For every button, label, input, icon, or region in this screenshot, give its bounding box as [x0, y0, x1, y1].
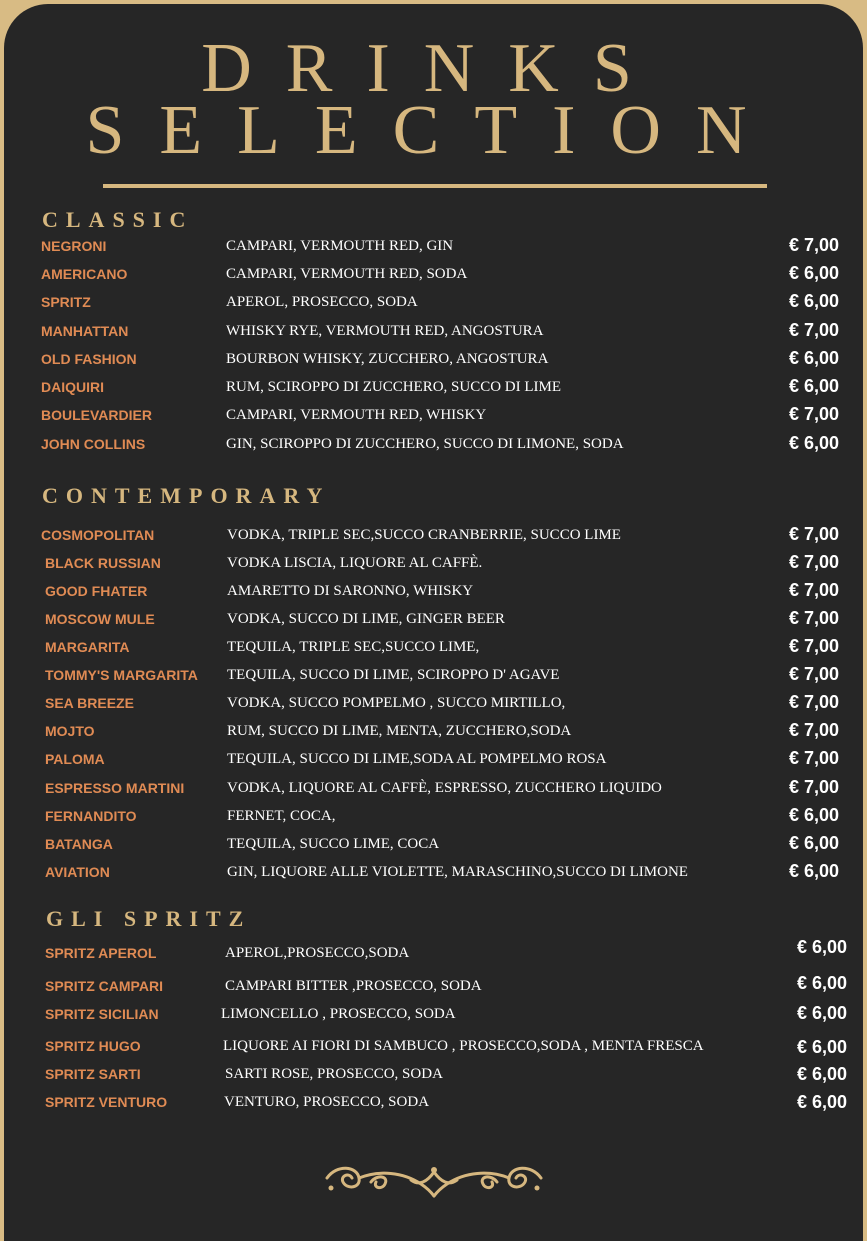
menu-item: [0, 554, 867, 576]
section-title-contemporary: CONTEMPORARY: [42, 483, 331, 508]
item-name: OLD FASHION: [41, 351, 137, 367]
item-name: BATANGA: [45, 836, 113, 852]
title-line-2: SELECTION: [85, 92, 782, 169]
title-line-1: DRINKS: [201, 30, 666, 107]
item-name: MANHATTAN: [41, 323, 129, 339]
menu-item: [0, 638, 867, 660]
menu-item: [0, 406, 867, 428]
item-name: SPRITZ APEROL: [45, 945, 157, 961]
item-price: € 7,00: [789, 636, 840, 656]
menu-item: [0, 863, 867, 885]
menu-item: [0, 610, 867, 632]
item-ingredients: AMARETTO DI SARONNO, WHISKY: [227, 583, 474, 599]
item-name: MOSCOW MULE: [45, 611, 155, 627]
item-price: € 6,00: [789, 433, 840, 453]
item-name: SPRITZ SICILIAN: [45, 1006, 159, 1022]
item-price: € 7,00: [789, 664, 840, 684]
menu-item: [0, 582, 867, 604]
item-ingredients: CAMPARI, VERMOUTH RED, GIN: [226, 238, 454, 254]
item-price: € 6,00: [789, 833, 840, 853]
menu-item: [0, 835, 867, 857]
item-name: BLACK RUSSIAN: [45, 555, 161, 571]
item-ingredients: TEQUILA, SUCCO LIME, COCA: [227, 836, 440, 852]
item-price: € 6,00: [797, 1064, 848, 1084]
menu-item: [0, 807, 867, 829]
item-price: € 6,00: [789, 291, 840, 311]
item-name: BOULEVARDIER: [41, 407, 152, 423]
item-price: € 7,00: [789, 404, 840, 424]
item-price: € 7,00: [789, 692, 840, 712]
item-ingredients: APEROL,PROSECCO,SODA: [225, 945, 410, 961]
item-ingredients: APEROL, PROSECCO, SODA: [226, 294, 418, 310]
item-name: MARGARITA: [45, 639, 130, 655]
item-name: DAIQUIRI: [41, 379, 104, 395]
menu-item: [0, 1093, 867, 1115]
item-ingredients: GIN, LIQUORE ALLE VIOLETTE, MARASCHINO,SUCCO DI LIMONE: [227, 864, 688, 880]
item-price: € 6,00: [797, 973, 848, 993]
item-ingredients: RUM, SCIROPPO DI ZUCCHERO, SUCCO DI LIME: [226, 379, 562, 395]
item-ingredients: TEQUILA, SUCCO DI LIME,SODA AL POMPELMO ROSA: [227, 751, 607, 767]
item-price: € 6,00: [797, 1092, 848, 1112]
item-ingredients: VENTURO, PROSECCO, SODA: [224, 1094, 430, 1110]
item-ingredients: LIQUORE AI FIORI DI SAMBUCO , PROSECCO,SODA , MENTA FRESCA: [223, 1038, 704, 1054]
menu-item: [0, 750, 867, 772]
item-price: € 7,00: [789, 235, 840, 255]
item-price: € 6,00: [797, 937, 848, 957]
item-ingredients: VODKA, SUCCO DI LIME, GINGER BEER: [227, 611, 505, 627]
item-name: TOMMY'S MARGARITA: [45, 667, 198, 683]
item-price: € 7,00: [789, 720, 840, 740]
item-ingredients: VODKA, TRIPLE SEC,SUCCO CRANBERRIE, SUCCO LIME: [227, 527, 621, 543]
item-name: SPRITZ HUGO: [45, 1038, 141, 1054]
menu-item: [0, 435, 867, 457]
item-ingredients: RUM, SUCCO DI LIME, MENTA, ZUCCHERO,SODA: [227, 723, 572, 739]
menu-item: [0, 779, 867, 801]
item-name: GOOD FHATER: [45, 583, 148, 599]
menu-item: [0, 973, 867, 999]
item-name: AMERICANO: [41, 266, 128, 282]
menu-item: [0, 722, 867, 744]
item-ingredients: TEQUILA, SUCCO DI LIME, SCIROPPO D' AGAVE: [227, 667, 560, 683]
item-price: € 6,00: [789, 348, 840, 368]
item-price: € 7,00: [789, 524, 840, 544]
item-price: € 7,00: [789, 748, 840, 768]
item-price: € 6,00: [789, 376, 840, 396]
item-price: € 7,00: [789, 608, 840, 628]
menu-item: [0, 1065, 867, 1087]
menu-item: [0, 1005, 867, 1027]
item-price: € 6,00: [789, 805, 840, 825]
item-name: NEGRONI: [41, 238, 107, 254]
title-divider: [103, 184, 767, 188]
item-price: € 7,00: [789, 580, 840, 600]
item-ingredients: FERNET, COCA,: [227, 808, 336, 824]
item-name: SPRITZ VENTURO: [45, 1094, 168, 1110]
menu-item: [0, 350, 867, 372]
item-name: SPRITZ SARTI: [45, 1066, 141, 1082]
menu-item: [0, 694, 867, 716]
menu-item: [0, 293, 867, 315]
item-ingredients: CAMPARI BITTER ,PROSECCO, SODA: [225, 978, 482, 994]
item-ingredients: VODKA, LIQUORE AL CAFFÈ, ESPRESSO, ZUCCHERO LIQUIDO: [227, 780, 662, 796]
item-name: FERNANDITO: [45, 808, 137, 824]
item-ingredients: VODKA LISCIA, LIQUORE AL CAFFÈ.: [227, 555, 483, 571]
item-ingredients: SARTI ROSE, PROSECCO, SODA: [225, 1066, 443, 1082]
item-name: COSMOPOLITAN: [41, 527, 155, 543]
item-ingredients: BOURBON WHISKY, ZUCCHERO, ANGOSTURA: [226, 351, 549, 367]
item-price: € 7,00: [789, 552, 840, 572]
item-name: MOJTO: [45, 723, 95, 739]
item-name: SPRITZ CAMPARI: [45, 978, 163, 994]
item-price: € 7,00: [789, 777, 840, 797]
item-name: AVIATION: [45, 864, 110, 880]
section-title-gli-spritz: GLI SPRITZ: [46, 906, 252, 931]
menu-item: [0, 1037, 867, 1059]
item-ingredients: WHISKY RYE, VERMOUTH RED, ANGOSTURA: [226, 323, 544, 339]
item-name: SEA BREEZE: [45, 695, 134, 711]
item-price: € 6,00: [797, 1037, 848, 1057]
item-ingredients: TEQUILA, TRIPLE SEC,SUCCO LIME,: [227, 639, 480, 655]
menu-item: [0, 322, 867, 344]
item-price: € 6,00: [789, 263, 840, 283]
menu-item: [0, 265, 867, 287]
item-ingredients: LIMONCELLO , PROSECCO, SODA: [221, 1006, 456, 1022]
item-name: PALOMA: [45, 751, 105, 767]
item-ingredients: CAMPARI, VERMOUTH RED, WHISKY: [226, 407, 487, 423]
menu-item: [0, 937, 867, 966]
menu-item: [0, 237, 867, 259]
item-price: € 7,00: [789, 320, 840, 340]
item-ingredients: GIN, SCIROPPO DI ZUCCHERO, SUCCO DI LIMONE, SODA: [226, 436, 624, 452]
menu-item: [0, 526, 867, 548]
item-price: € 6,00: [797, 1003, 848, 1023]
item-name: ESPRESSO MARTINI: [45, 780, 185, 796]
item-name: JOHN COLLINS: [41, 436, 146, 452]
item-price: € 6,00: [789, 861, 840, 881]
item-ingredients: CAMPARI, VERMOUTH RED, SODA: [226, 266, 468, 282]
item-name: SPRITZ: [41, 294, 91, 310]
section-title-classic: CLASSIC: [42, 207, 194, 232]
menu-item: [0, 378, 867, 400]
flourish-divider-icon: [323, 1158, 545, 1202]
menu-item: [0, 666, 867, 688]
item-ingredients: VODKA, SUCCO POMPELMO , SUCCO MIRTILLO,: [227, 695, 566, 711]
